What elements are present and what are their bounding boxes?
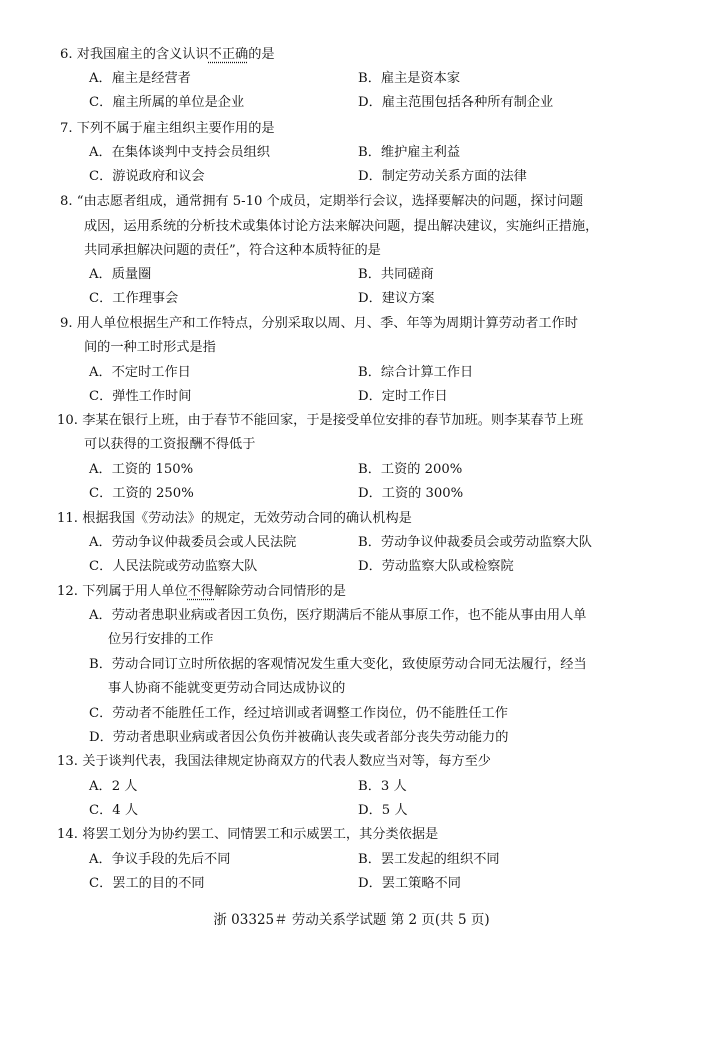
option-d[interactable]: D．5 人	[358, 803, 408, 818]
option-c[interactable]: C．劳动者不能胜任工作，经过培训或者调整工作岗位，仍不能胜任工作	[89, 706, 508, 721]
stem-text: 根据我国《劳动法》的规定，无效劳动合同的确认机构是	[82, 511, 412, 526]
option-b[interactable]: B．劳动合同订立时所依据的客观情况发生重大变化，致使原劳动合同无法履行，经当	[89, 657, 587, 672]
question-11-stem	[57, 510, 412, 528]
question-9-stem	[60, 315, 578, 333]
emphasis-text: 不得	[187, 584, 215, 599]
option-b[interactable]: B．共同磋商	[358, 267, 434, 282]
option-b[interactable]: B．综合计算工作日	[358, 365, 474, 380]
stem-text: 用人单位根据生产和工作特点，分别采取以周、月、季、年等为周期计算劳动者工作时	[76, 316, 578, 331]
option-d[interactable]: D．劳动者患职业病或者因公负伤并被确认丧失或者部分丧失劳动能力的	[89, 730, 509, 745]
option-a[interactable]: A．质量圈	[89, 267, 152, 282]
option-b[interactable]: B．罢工发起的组织不同	[358, 852, 500, 867]
stem-text: 的是	[248, 47, 275, 62]
question-8-stem	[60, 193, 583, 211]
question-13-stem	[57, 753, 491, 771]
option-d[interactable]: D．劳动监察大队或检察院	[358, 559, 514, 574]
question-number: 12.	[57, 584, 78, 599]
option-c[interactable]: C．游说政府和议会	[89, 169, 205, 184]
option-d[interactable]: D．建议方案	[358, 291, 435, 306]
question-8-stem-line-3: 共同承担解决问题的责任”，符合这种本质特征的是	[84, 243, 381, 258]
page-footer: 浙 03325＃ 劳动关系学试题 第 2 页(共 5 页)	[213, 912, 490, 928]
option-c[interactable]: C．雇主所属的单位是企业	[89, 95, 245, 110]
question-9-stem-line-2: 间的一种工时形式是指	[84, 340, 216, 355]
question-7-stem	[60, 120, 275, 138]
option-d[interactable]: D．定时工作日	[358, 389, 448, 404]
stem-text: “由志愿者组成，通常拥有 5-10 个成员，定期举行会议，选择要解决的问题，探讨问题	[76, 194, 584, 209]
option-a[interactable]: A．工资的 150%	[89, 462, 194, 477]
stem-text: 下列不属于雇主组织主要作用的是	[76, 121, 275, 136]
option-d[interactable]: D．工资的 300%	[358, 486, 464, 501]
emphasis-text: 不正确	[208, 47, 249, 62]
option-d[interactable]: D．罢工策略不同	[358, 876, 461, 891]
option-a[interactable]: A．雇主是经营者	[89, 71, 191, 86]
stem-text: 下列属于用人单位	[82, 584, 188, 599]
question-10-stem	[57, 412, 583, 430]
option-b-continued[interactable]: 事人协商不能就变更劳动合同达成协议的	[108, 681, 346, 696]
question-number: 14.	[57, 827, 78, 842]
option-a[interactable]: A．在集体谈判中支持会员组织	[89, 145, 270, 160]
question-10-stem-line-2: 可以获得的工资报酬不得低于	[84, 437, 256, 452]
question-number: 10.	[57, 413, 78, 428]
option-a[interactable]: A．劳动争议仲裁委员会或人民法院	[89, 535, 297, 550]
option-c[interactable]: C．罢工的目的不同	[89, 876, 205, 891]
option-c[interactable]: C．工作理事会	[89, 291, 179, 306]
question-8-stem-line-2: 成因，运用系统的分析技术或集体讨论方法来解决问题，提出解决建议，实施纠正措施，	[84, 219, 599, 234]
option-c[interactable]: C．人民法院或劳动监察大队	[89, 559, 258, 574]
question-12-stem	[57, 583, 346, 601]
option-b[interactable]: B．工资的 200%	[358, 462, 463, 477]
option-c[interactable]: C．弹性工作时间	[89, 389, 192, 404]
stem-text: 李某在银行上班，由于春节不能回家，于是接受单位安排的春节加班。则李某春节上班	[82, 413, 584, 428]
stem-text: 将罢工划分为协约罢工、同情罢工和示威罢工，其分类依据是	[82, 827, 439, 842]
question-14-stem	[57, 826, 438, 844]
option-d[interactable]: D．雇主范围包括各种所有制企业	[358, 95, 554, 110]
option-c[interactable]: C．4 人	[89, 803, 139, 818]
question-6-stem	[60, 46, 275, 64]
option-b[interactable]: B．雇主是资本家	[358, 71, 461, 86]
option-a-continued[interactable]: 位另行安排的工作	[108, 632, 214, 647]
option-a[interactable]: A．不定时工作日	[89, 365, 191, 380]
stem-text: 对我国雇主的含义认识	[76, 47, 209, 62]
option-a[interactable]: A．2 人	[89, 779, 138, 794]
stem-text: 解除劳动合同情形的是	[214, 584, 346, 599]
option-b[interactable]: B．劳动争议仲裁委员会或劳动监察大队	[358, 535, 592, 550]
question-number: 11.	[57, 511, 78, 526]
question-number: 9.	[60, 316, 73, 331]
question-number: 6.	[60, 47, 73, 62]
question-number: 13.	[57, 754, 78, 769]
option-a[interactable]: A．争议手段的先后不同	[89, 852, 231, 867]
stem-text: 关于谈判代表，我国法律规定协商双方的代表人数应当对等，每方至少	[82, 754, 491, 769]
question-number: 7.	[60, 121, 73, 136]
option-b[interactable]: B．3 人	[358, 779, 407, 794]
option-d[interactable]: D．制定劳动关系方面的法律	[358, 169, 527, 184]
option-b[interactable]: B．维护雇主利益	[358, 145, 461, 160]
option-c[interactable]: C．工资的 250%	[89, 486, 194, 501]
option-a[interactable]: A．劳动者患职业病或者因工负伤，医疗期满后不能从事原工作，也不能从事由用人单	[89, 608, 587, 623]
question-number: 8.	[60, 194, 73, 209]
